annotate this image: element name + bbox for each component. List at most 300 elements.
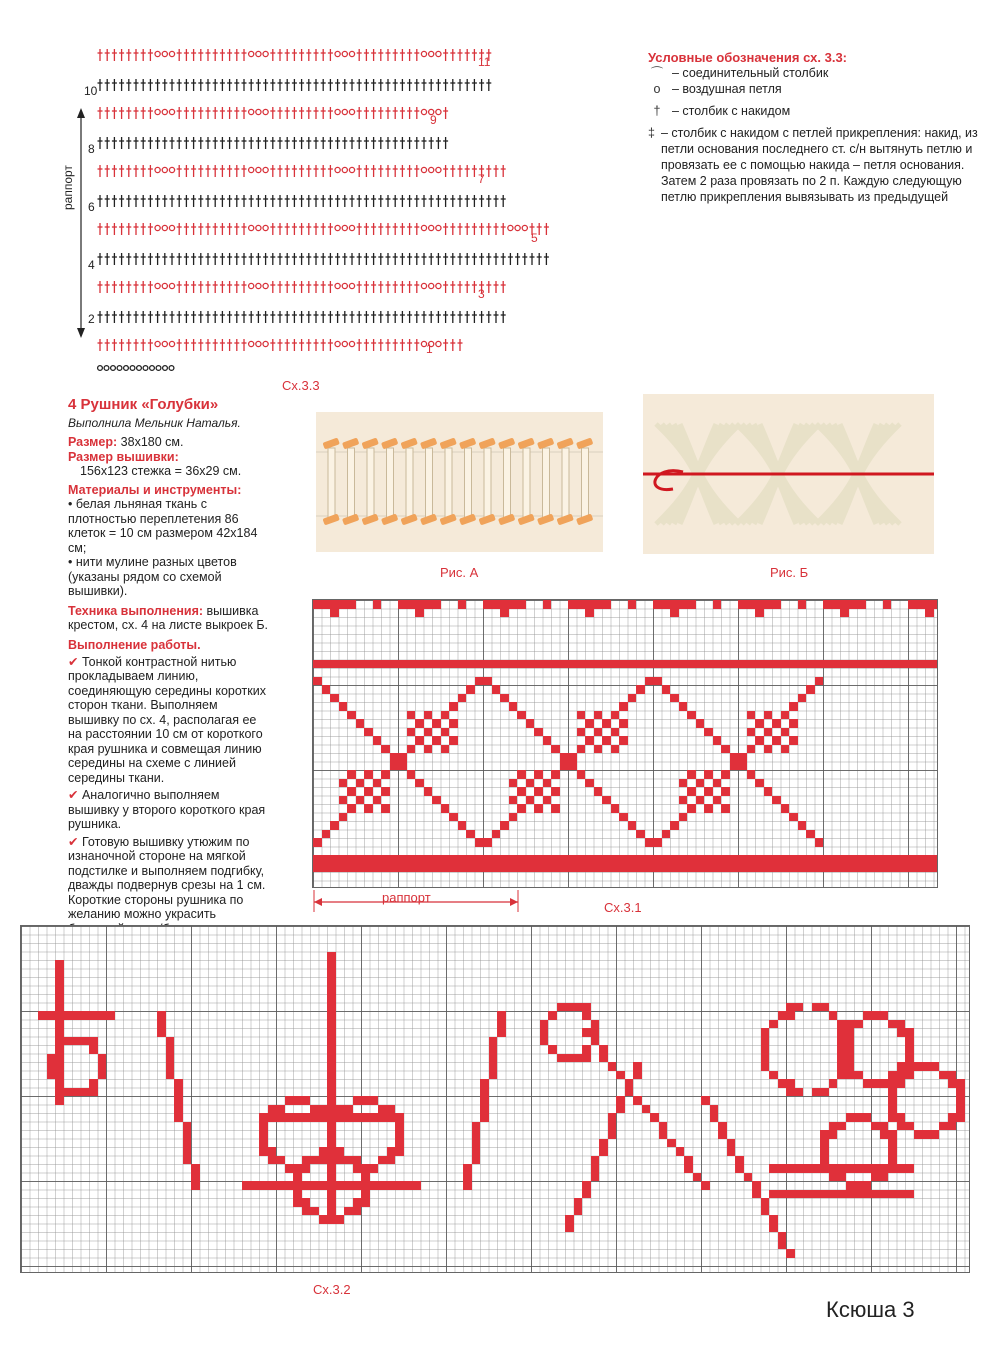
row-number: 5 (531, 231, 538, 245)
stitch-cell (897, 1062, 906, 1071)
stitch-cell (585, 660, 594, 669)
materials-label: Материалы и инструменты: (68, 483, 242, 497)
stitch-cell (925, 600, 934, 609)
stitch-cell (863, 1190, 872, 1199)
stitch-cell (684, 1164, 693, 1173)
stitch-cell (390, 753, 399, 762)
stitch-cell (509, 855, 518, 864)
stitch-cell (55, 1088, 64, 1097)
stitch-cell (364, 770, 373, 779)
stitch-cell (948, 1071, 957, 1080)
stitch-cell (602, 864, 611, 873)
stitch-cell (747, 855, 756, 864)
stitch-cell (475, 660, 484, 669)
stitch-cell (670, 694, 679, 703)
stitch-cell (356, 719, 365, 728)
stitch-cell (387, 1105, 396, 1114)
stitch-cell (407, 660, 416, 669)
stitch-cell (781, 864, 790, 873)
legend-item: ⌒ – соединительный столбик (648, 65, 978, 81)
stitch-cell (560, 660, 569, 669)
stitch-cell (534, 728, 543, 737)
stitch-cell (322, 685, 331, 694)
stitch-cell (628, 864, 637, 873)
stitch-cell (540, 1037, 549, 1046)
stitch-cell (313, 838, 322, 847)
stitch-cell (344, 1207, 353, 1216)
stitch-cell (696, 779, 705, 788)
stitch-cell (747, 660, 756, 669)
stitch-cell (812, 1164, 821, 1173)
stitch-cell (361, 1096, 370, 1105)
stitch-cell (832, 855, 841, 864)
stitch-cell (761, 1054, 770, 1063)
stitch-cell (883, 855, 892, 864)
stitch-cell (339, 660, 348, 669)
stitch-cell (806, 685, 815, 694)
stitch-cell (407, 711, 416, 720)
stitch-cell (327, 1164, 336, 1173)
stitch-cell (458, 821, 467, 830)
stitch-cell (815, 838, 824, 847)
stitch-cell (863, 1164, 872, 1173)
stitch-cell (449, 660, 458, 669)
stitch-cell (829, 1011, 838, 1020)
stitch-cell (611, 855, 620, 864)
stitch-cell (565, 1215, 574, 1224)
stitch-cell (449, 864, 458, 873)
stitch-cell (687, 660, 696, 669)
stitch-cell (837, 1164, 846, 1173)
stitch-cell (381, 804, 390, 813)
stitch-cell (353, 1156, 362, 1165)
stitch-cell (353, 1181, 362, 1190)
stitch-cell (900, 660, 909, 669)
stitch-cell (293, 1173, 302, 1182)
stitch-cell (183, 1122, 192, 1131)
stitch-cell (908, 855, 917, 864)
stitch-cell (820, 1164, 829, 1173)
stitch-cell (364, 804, 373, 813)
stitch-cell (888, 1139, 897, 1148)
stitch-cell (395, 1130, 404, 1139)
stitch-cell (322, 864, 331, 873)
stitch-cell (373, 796, 382, 805)
stitch-cell (676, 1147, 685, 1156)
stitch-cell (934, 660, 938, 669)
stitch-cell (174, 1079, 183, 1088)
stitch-cell (679, 779, 688, 788)
stitch-cell (98, 1062, 107, 1071)
stitch-cell (577, 855, 586, 864)
stitch-cell (98, 1054, 107, 1063)
stitch-cell (441, 804, 450, 813)
legend-item: ‡ – столбик с накидом с петлей прикрепления: накид, из петли основания последнего ст. с/н вытянуть петлю и провязать ее с помощью накида – петля основания. Затем 2 раза провязать по 2 п. Каждую следующую петлю прикрепления вывязывать из предыдущей (648, 126, 978, 204)
stitch-cell (327, 1062, 336, 1071)
stitch-cell (500, 600, 509, 609)
stitch-cell (917, 600, 926, 609)
stitch-cell (55, 1037, 64, 1046)
stitch-cell (653, 677, 662, 686)
stitch-cell (449, 719, 458, 728)
stitch-cell (764, 600, 773, 609)
stitch-cell (313, 677, 322, 686)
stitch-cell (934, 855, 938, 864)
stitch-cell (415, 600, 424, 609)
stitch-cell (602, 660, 611, 669)
stitch-cell (565, 1003, 574, 1012)
stitch-cell (905, 1071, 914, 1080)
stitch-cell (730, 855, 739, 864)
stitch-cell (370, 1181, 379, 1190)
stitch-cell (166, 1062, 175, 1071)
stitch-cell (319, 1147, 328, 1156)
stitch-cell (472, 1139, 481, 1148)
stitch-cell (466, 864, 475, 873)
stitch-cell (599, 1147, 608, 1156)
row-number: 8 (88, 142, 95, 156)
stitch-cell (64, 1011, 73, 1020)
stitch-cell (330, 660, 339, 669)
stitch-cell (679, 660, 688, 669)
stitch-cell (458, 864, 467, 873)
stitch-cell (47, 1054, 56, 1063)
stitch-cell (483, 855, 492, 864)
stitch-cell (897, 1113, 906, 1122)
stitch-cell (854, 1071, 863, 1080)
stitch-cell (489, 1062, 498, 1071)
stitch-cell (718, 1130, 727, 1139)
stitch-cell (611, 864, 620, 873)
stitch-cell (679, 813, 688, 822)
stitch-cell (735, 1164, 744, 1173)
stitch-cell (591, 1020, 600, 1029)
stitch-cell (534, 804, 543, 813)
stitch-cell (475, 838, 484, 847)
stitch-cell (381, 770, 390, 779)
stitch-cell (361, 1190, 370, 1199)
material-item: • нити мулине разных цветов (указаны рядом со схемой вышивки). (68, 555, 237, 598)
scheme-3-1-caption: Сх.3.1 (604, 900, 642, 915)
stitch-cell (560, 855, 569, 864)
stitch-cell (336, 1105, 345, 1114)
stitch-cell (795, 1164, 804, 1173)
stitch-cell (424, 728, 433, 737)
stitch-cell (458, 600, 467, 609)
stitch-cell (276, 1181, 285, 1190)
stitch-cell (701, 1096, 710, 1105)
stitch-cell (846, 1045, 855, 1054)
stitch-cell (390, 660, 399, 669)
stitch-cell (310, 1156, 319, 1165)
stitch-cell (183, 1130, 192, 1139)
stitch-cell (577, 745, 586, 754)
stitch-cell (846, 1181, 855, 1190)
stitch-cell (653, 660, 662, 669)
stitch-cell (390, 864, 399, 873)
double-crochet-icon: † (653, 104, 661, 118)
stitch-cell (786, 1088, 795, 1097)
stitch-cell (863, 1113, 872, 1122)
stitch-cell (64, 1088, 73, 1097)
stitch-cell (356, 855, 365, 864)
stitch-cell (285, 1164, 294, 1173)
stitch-cell (721, 864, 730, 873)
stitch-cell (480, 1088, 489, 1097)
stitch-cell (302, 1181, 311, 1190)
stitch-cell (55, 969, 64, 978)
stitch-cell (55, 1079, 64, 1088)
stitch-cell (327, 1198, 336, 1207)
stitch-cell (803, 1190, 812, 1199)
stitch-cell (789, 736, 798, 745)
stitch-cell (798, 821, 807, 830)
stitch-cell (599, 1054, 608, 1063)
stitch-cell (89, 1079, 98, 1088)
stitch-cell (361, 1198, 370, 1207)
stitch-cell (956, 1088, 965, 1097)
stitch-cell (157, 1020, 166, 1029)
stitch-cell (602, 736, 611, 745)
stitch-cell (628, 694, 637, 703)
stitch-cell (259, 1139, 268, 1148)
stitch-cell (863, 1079, 872, 1088)
stitch-cell (489, 1045, 498, 1054)
stitch-cell (336, 1156, 345, 1165)
stitch-cell (599, 1045, 608, 1054)
stitch-cell (925, 609, 934, 618)
stitch-cell (778, 1164, 787, 1173)
stitch-cell (594, 600, 603, 609)
stitch-cell (373, 736, 382, 745)
stitch-cell (815, 864, 824, 873)
stitch-cell (543, 600, 552, 609)
stitch-cell (687, 804, 696, 813)
stitch-cell (347, 804, 356, 813)
stitch-cell (781, 728, 790, 737)
stitch-cell (577, 600, 586, 609)
technique-label: Техника выполнения: (68, 603, 204, 618)
stitch-cell (560, 762, 569, 771)
stitch-cell (582, 1181, 591, 1190)
stitch-cell (183, 1156, 192, 1165)
stitch-cell (191, 1164, 200, 1173)
stitch-cell (327, 1020, 336, 1029)
stitch-cell (330, 609, 339, 618)
stitch-cell (268, 1156, 277, 1165)
stitch-cell (489, 1037, 498, 1046)
stitch-cell (55, 1011, 64, 1020)
stitch-cell (568, 753, 577, 762)
stitch-cell (948, 1113, 957, 1122)
stitch-cell (755, 600, 764, 609)
stitch-cell (551, 787, 560, 796)
stitch-cell (313, 660, 322, 669)
stitch-cell (846, 1020, 855, 1029)
stitch-cell (424, 787, 433, 796)
stitch-cell (475, 855, 484, 864)
stitch-cell (585, 600, 594, 609)
stitch-cell (483, 864, 492, 873)
stitch-cell (480, 1113, 489, 1122)
stitch-cell (761, 1045, 770, 1054)
stitch-cell (398, 753, 407, 762)
stitch-cell (846, 1071, 855, 1080)
stitch-cell (268, 1147, 277, 1156)
stitch-cell (721, 660, 730, 669)
stitch-cell (526, 779, 535, 788)
stitch-cell (781, 804, 790, 813)
stitch-cell (837, 1062, 846, 1071)
stitch-cell (619, 855, 628, 864)
stitch-cell (551, 804, 560, 813)
stitch-cell (846, 1037, 855, 1046)
stitch-cell (319, 1156, 328, 1165)
stitch-cell (415, 719, 424, 728)
stitch-cell (837, 1054, 846, 1063)
stitch-cell (897, 1071, 906, 1080)
stitch-cell (582, 1011, 591, 1020)
stitch-cell (441, 728, 450, 737)
stitch-cell (659, 1122, 668, 1131)
page-footer: Ксюша 3 (826, 1297, 915, 1322)
stitch-cell (415, 609, 424, 618)
scheme-3-2-grid (20, 925, 970, 1273)
stitch-cell (319, 1113, 328, 1122)
stitch-cell (633, 1062, 642, 1071)
stitch-cell (560, 753, 569, 762)
stitch-cell (327, 969, 336, 978)
stitch-cell (786, 1011, 795, 1020)
stitch-cell (492, 685, 501, 694)
stitch-cell (327, 1130, 336, 1139)
stitch-cell (327, 977, 336, 986)
stitch-cell (336, 1113, 345, 1122)
stitch-cell (585, 864, 594, 873)
stitch-cell (327, 1088, 336, 1097)
stitch-cell (157, 1011, 166, 1020)
stitch-cell (619, 864, 628, 873)
stitch-cell (373, 855, 382, 864)
stitch-cell (415, 864, 424, 873)
article-title: 4 Рушник «Голубки» (68, 396, 219, 413)
stitch-cell (327, 986, 336, 995)
stitch-cell (319, 1215, 328, 1224)
stitch-cell (398, 600, 407, 609)
stitch-cell (310, 1181, 319, 1190)
stitch-cell (302, 1207, 311, 1216)
stitch-cell (713, 855, 722, 864)
stitch-cell (509, 864, 518, 873)
stitch-cell (922, 1062, 931, 1071)
stitch-cell (781, 660, 790, 669)
stitch-cell (857, 864, 866, 873)
stitch-cell (812, 1003, 821, 1012)
legend-item: † – столбик с накидом (648, 103, 978, 119)
stitch-cell (591, 1164, 600, 1173)
stitch-cell (330, 864, 339, 873)
stitch-cell (772, 864, 781, 873)
stitch-cell (466, 660, 475, 669)
stitch-cell (823, 600, 832, 609)
stitch-cell (670, 821, 679, 830)
stitch-cell (721, 855, 730, 864)
stitch-cell (832, 660, 841, 669)
stitch-cell (568, 762, 577, 771)
stitch-cell (880, 1164, 889, 1173)
checkmark-icon: ✔ (68, 654, 82, 669)
stitch-cell (925, 660, 934, 669)
stitch-cell (897, 1028, 906, 1037)
stitch-cell (633, 1071, 642, 1080)
stitch-cell (378, 1181, 387, 1190)
stitch-cell (786, 1079, 795, 1088)
stitch-cell (755, 736, 764, 745)
stitch-cell (336, 1181, 345, 1190)
stitch-cell (798, 855, 807, 864)
stitch-cell (931, 1062, 940, 1071)
stitch-cell (293, 1198, 302, 1207)
stitch-cell (424, 600, 433, 609)
stitch-cell (789, 660, 798, 669)
stitch-cell (602, 796, 611, 805)
stitch-cell (608, 1113, 617, 1122)
stitch-cell (89, 1037, 98, 1046)
stitch-cell (517, 770, 526, 779)
row-number: 9 (430, 113, 437, 127)
stitch-cell (339, 796, 348, 805)
stitch-cell (582, 1054, 591, 1063)
stitch-cell (670, 660, 679, 669)
stitch-cell (679, 796, 688, 805)
stitch-cell (560, 864, 569, 873)
stitch-cell (778, 1079, 787, 1088)
stitch-cell (543, 779, 552, 788)
stitch-cell (798, 600, 807, 609)
stitch-cell (891, 864, 900, 873)
stitch-cell (956, 1079, 965, 1088)
stitch-cell (594, 864, 603, 873)
stitch-cell (356, 796, 365, 805)
stitch-cell (871, 1164, 880, 1173)
figure-a-caption: Рис. А (440, 565, 479, 580)
stitch-cell (313, 864, 322, 873)
stitch-cell (500, 694, 509, 703)
stitch-cell (755, 779, 764, 788)
stitch-cell (432, 796, 441, 805)
stitch-cell (888, 1147, 897, 1156)
stitch-cell (509, 813, 518, 822)
stitch-cell (917, 864, 926, 873)
stitch-cell (327, 1173, 336, 1182)
stitch-cell (645, 677, 654, 686)
stitch-cell (863, 1011, 872, 1020)
stitch-cell (619, 702, 628, 711)
stitch-cell (854, 1164, 863, 1173)
legend-item: o – воздушная петля (648, 81, 978, 97)
stitch-cell (302, 1096, 311, 1105)
stitch-cell (880, 1011, 889, 1020)
stitch-cell (174, 1088, 183, 1097)
stitch-cell (322, 855, 331, 864)
stitch-cell (769, 1020, 778, 1029)
stitch-cell (837, 1173, 846, 1182)
stitch-cell (905, 1037, 914, 1046)
stitch-cell (608, 1122, 617, 1131)
stitch-cell (670, 855, 679, 864)
stitch-cell (594, 660, 603, 669)
stitch-cell (602, 855, 611, 864)
